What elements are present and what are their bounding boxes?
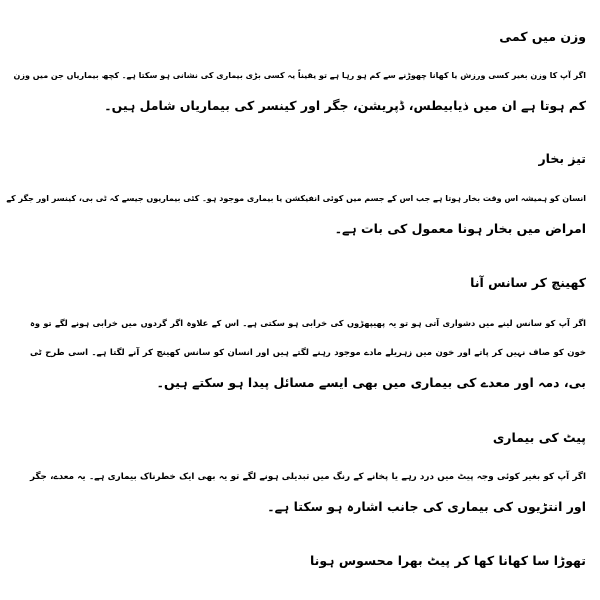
section-heading-stomach-disease: پیٹ کی بیماری — [492, 430, 586, 445]
section-heading-high-fever: تیز بخار — [538, 151, 586, 166]
paragraph-line: اور انتڑیوں کی بیماری کی جانب اشارہ ہو سکتا ہے۔ — [267, 499, 586, 514]
paragraph-line: اگر آپ کو بغیر کوئی وجہ پیٹ میں درد رہے یا پخانے کے رنگ میں تبدیلی ہونے لگے تو یہ بھی ایک خطرناک بیماری ہے۔ یہ معدے، جگر — [30, 472, 586, 482]
paragraph-line: اگر آپ کو سانس لینے میں دشواری آتی ہو تو یہ پھیپھڑوں کی خرابی ہو سکتی ہے۔ اس کے علاوہ اگر گردوں میں خرابی ہونے لگے تو وہ — [30, 318, 586, 328]
paragraph-line: امراض میں بخار ہونا معمول کی بات ہے۔ — [334, 221, 586, 236]
paragraph-line: خون کو صاف نہیں کر پاتے اور خون میں زہریلے مادے موجود رہنے لگتے ہیں اور انسان کو سانس کھینچ کر آنے لگتا ہے۔ اسی طرح ٹی — [30, 348, 586, 358]
paragraph-line: بی، دمہ اور معدے کی بیماری میں بھی ایسے مسائل پیدا ہو سکتے ہیں۔ — [156, 375, 586, 390]
section-heading-weight-loss: وزن میں کمی — [499, 29, 586, 44]
section-heading-early-fullness: تھوڑا سا کھانا کھا کر پیٹ بھرا محسوس ہونا — [309, 553, 586, 568]
paragraph-line: اگر آپ کا وزن بغیر کسی ورزش یا کھانا چھوڑنے سے کم ہو رہا ہے تو یقیناً یہ کسی بڑی بیماری کی نشانی ہو سکتا ہے۔ کچھ بیماریاں جن میں وزن — [13, 71, 586, 80]
paragraph-line: انسان کو ہمیشہ اس وقت بخار ہوتا ہے جب اس کے جسم میں کوئی انفیکشن یا بیماری موجود ہو۔ کئی بیماریوں جیسے کہ ٹی بی، کینسر اور جگر کے — [6, 194, 586, 203]
paragraph-line: کم ہوتا ہے ان میں ذیابیطس، ڈپریشن، جگر اور کینسر کی بیماریاں شامل ہیں۔ — [104, 98, 586, 113]
section-heading-breathing-difficulty: کھینچ کر سانس آنا — [470, 275, 586, 290]
